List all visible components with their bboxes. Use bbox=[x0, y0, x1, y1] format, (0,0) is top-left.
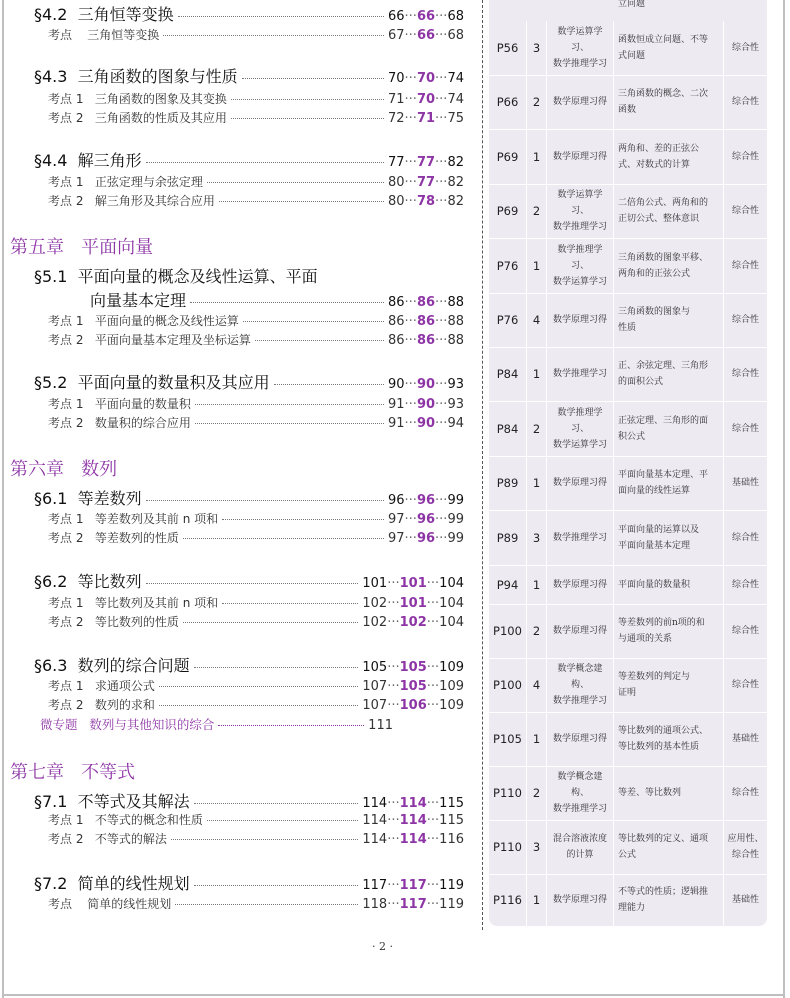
toc-section[interactable]: §5.1 平面向量的概念及线性运算、平面 bbox=[34, 267, 318, 286]
cell-difficulty: 综合性 bbox=[731, 626, 759, 636]
cell-page: P56 bbox=[489, 21, 527, 75]
cell-number: 2 bbox=[527, 184, 547, 238]
table-row bbox=[489, 456, 767, 511]
chapter-heading[interactable]: 第五章 平面向量 bbox=[10, 237, 154, 258]
cell-difficulty: 综合性 bbox=[731, 315, 759, 325]
chapter-heading[interactable]: 第六章 数列 bbox=[10, 459, 118, 480]
cell-difficulty: 基础性 bbox=[731, 478, 759, 488]
column-divider bbox=[482, 0, 483, 930]
toc-section[interactable]: §4.4 解三角形 77···77···82 bbox=[34, 151, 464, 170]
cell-number: 1 bbox=[527, 347, 547, 401]
cell-page: P84 bbox=[489, 401, 527, 456]
table-top-cell: 立问题 bbox=[618, 0, 646, 9]
cell-knowledge: 两角和、差的正弦公 式、对数式的计算 bbox=[614, 129, 724, 184]
cell-page: P110 bbox=[489, 766, 527, 820]
toc-kaodian[interactable]: 考点 2 解三角形及其综合应用 80···78···82 bbox=[48, 194, 464, 209]
table-row bbox=[489, 874, 767, 927]
cell-learning-type: 数学推理学习、 数学运算学习 bbox=[547, 401, 614, 456]
cell-number: 1 bbox=[527, 874, 547, 926]
question-table bbox=[489, 0, 767, 926]
toc-kaodian[interactable]: 考点 简单的线性规划 118···117···119 bbox=[48, 897, 464, 912]
toc-kaodian[interactable]: 考点 2 等比数列的性质 102···102···104 bbox=[48, 615, 464, 630]
toc-kaodian[interactable]: 考点 三角恒等变换 67···66···68 bbox=[48, 28, 464, 43]
cell-number: 4 bbox=[527, 658, 547, 712]
cell-page: P116 bbox=[489, 874, 527, 926]
cell-page: P94 bbox=[489, 565, 527, 604]
toc-section[interactable]: §7.1 不等式及其解法 114···114···115 bbox=[34, 792, 464, 811]
cell-learning-type: 数学运算学习、 数学推理学习 bbox=[547, 21, 614, 75]
cell-number: 2 bbox=[527, 604, 547, 658]
cell-learning-type: 数学推理学习 bbox=[547, 510, 614, 565]
cell-knowledge: 函数恒成立问题、不等 式问题 bbox=[614, 21, 724, 75]
cell-number: 3 bbox=[527, 820, 547, 874]
toc-kaodian[interactable]: 考点 1 三角函数的图象及其变换 71···70···74 bbox=[48, 92, 464, 107]
toc-kaodian[interactable]: 考点 1 等差数列及其前 n 项和 97···96···99 bbox=[48, 512, 464, 527]
cell-knowledge: 三角函数的图象平移、 两角和的正弦公式 bbox=[614, 238, 724, 293]
table-row bbox=[489, 712, 767, 767]
cell-learning-type: 数学运算学习、 数学推理学习 bbox=[547, 184, 614, 238]
toc-kaodian[interactable]: 考点 2 等差数列的性质 97···96···99 bbox=[48, 531, 464, 546]
cell-page: P100 bbox=[489, 658, 527, 712]
cell-page: P76 bbox=[489, 293, 527, 347]
cell-learning-type: 混合溶液浓度 的计算 bbox=[547, 820, 614, 874]
cell-difficulty: 综合性 bbox=[731, 579, 759, 590]
cell-number: 4 bbox=[527, 293, 547, 347]
cell-page: P69 bbox=[489, 184, 527, 238]
toc-kaodian[interactable]: 考点 1 平面向量的数量积 91···90···93 bbox=[48, 397, 464, 412]
cell-learning-type: 数学原理习得 bbox=[547, 874, 614, 926]
cell-number: 1 bbox=[527, 456, 547, 510]
toc-kaodian[interactable]: 考点 1 求通项公式 107···105···109 bbox=[48, 679, 464, 694]
cell-page: P105 bbox=[489, 712, 527, 766]
toc-kaodian[interactable]: 考点 2 三角函数的性质及其应用 72···71···75 bbox=[48, 111, 464, 126]
cell-knowledge: 二倍角公式、两角和的 正切公式、整体意识 bbox=[614, 184, 724, 238]
toc-kaodian[interactable]: 考点 2 数量积的综合应用 91···90···94 bbox=[48, 416, 464, 431]
cell-number: 2 bbox=[527, 766, 547, 820]
cell-page: P69 bbox=[489, 129, 527, 184]
cell-learning-type: 数学原理习得 bbox=[547, 129, 614, 184]
cell-knowledge: 等差数列的判定与 证明 bbox=[614, 658, 724, 712]
table-row bbox=[489, 658, 767, 713]
cell-learning-type: 数学推理学习 bbox=[547, 347, 614, 401]
table-row bbox=[489, 820, 767, 875]
cell-difficulty: 综合性 bbox=[731, 260, 759, 271]
toc-micro-topic[interactable]: 微专题 数列与其他知识的综合 111 bbox=[40, 717, 393, 733]
cell-page: P89 bbox=[489, 510, 527, 565]
toc-section[interactable]: §7.2 简单的线性规划 117···117···119 bbox=[34, 874, 464, 893]
table-row bbox=[489, 401, 767, 457]
toc-section[interactable]: §6.3 数列的综合问题 105···105···109 bbox=[34, 656, 464, 675]
cell-difficulty: 基础性 bbox=[731, 895, 759, 905]
cell-knowledge: 平面向量基本定理、平 面向量的线性运算 bbox=[614, 456, 724, 510]
cell-number: 3 bbox=[527, 21, 547, 75]
cell-difficulty: 综合性 bbox=[731, 369, 759, 379]
cell-difficulty: 应用性、 综合性 bbox=[727, 834, 764, 860]
toc-section-continued[interactable]: 向量基本定理 86···86···88 bbox=[90, 291, 464, 310]
table-row bbox=[489, 184, 767, 239]
page-border-right bbox=[783, 0, 785, 998]
table-row bbox=[489, 347, 767, 402]
cell-knowledge: 等比数列的通项公式、 等比数列的基本性质 bbox=[614, 712, 724, 766]
cell-knowledge: 三角函数的概念、二次 函数 bbox=[614, 75, 724, 129]
cell-difficulty: 综合性 bbox=[731, 151, 759, 162]
cell-number: 1 bbox=[527, 129, 547, 184]
cell-learning-type: 数学原理习得 bbox=[547, 75, 614, 129]
toc-kaodian[interactable]: 考点 2 平面向量基本定理及坐标运算 86···86···88 bbox=[48, 333, 464, 348]
cell-difficulty: 综合性 bbox=[731, 532, 759, 543]
cell-learning-type: 数学原理习得 bbox=[547, 565, 614, 604]
cell-learning-type: 数学推理学习、 数学运算学习 bbox=[547, 238, 614, 293]
table-row bbox=[489, 565, 767, 605]
page-border-bottom bbox=[2, 994, 785, 996]
cell-difficulty: 综合性 bbox=[731, 788, 759, 798]
cell-difficulty: 综合性 bbox=[731, 43, 759, 53]
cell-learning-type: 数学原理习得 bbox=[547, 712, 614, 766]
page-number: · 2 · bbox=[372, 940, 393, 953]
toc-kaodian[interactable]: 考点 1 正弦定理与余弦定理 80···77···82 bbox=[48, 175, 464, 190]
cell-number: 2 bbox=[527, 75, 547, 129]
toc-section[interactable]: §6.2 等比数列 101···101···104 bbox=[34, 572, 464, 591]
toc-section[interactable]: §6.1 等差数列 96···96···99 bbox=[34, 489, 464, 508]
cell-page: P76 bbox=[489, 238, 527, 293]
cell-number: 1 bbox=[527, 565, 547, 604]
table-row bbox=[489, 766, 767, 821]
cell-number: 2 bbox=[527, 401, 547, 456]
cell-knowledge: 正、余弦定理、三角形 的面积公式 bbox=[614, 347, 724, 401]
cell-page: P100 bbox=[489, 604, 527, 658]
toc-kaodian[interactable]: 考点 1 平面向量的概念及线性运算 86···86···88 bbox=[48, 314, 464, 329]
toc-kaodian[interactable]: 考点 1 不等式的概念和性质 114···114···115 bbox=[48, 813, 464, 828]
cell-difficulty: 综合性 bbox=[731, 206, 759, 216]
toc-section[interactable]: §4.2 三角恒等变换 66···66···68 bbox=[34, 5, 464, 24]
cell-knowledge: 三角函数的图象与 性质 bbox=[614, 293, 724, 347]
cell-page: P66 bbox=[489, 75, 527, 129]
cell-number: 3 bbox=[527, 510, 547, 565]
cell-page: P110 bbox=[489, 820, 527, 874]
cell-number: 1 bbox=[527, 712, 547, 766]
cell-knowledge: 平面向量的数量积 bbox=[614, 565, 724, 604]
cell-knowledge: 等差数列的前n项的和 与通项的关系 bbox=[614, 604, 724, 658]
cell-learning-type: 数学原理习得 bbox=[547, 293, 614, 347]
cell-knowledge: 等比数列的定义、通项 公式 bbox=[614, 820, 724, 874]
toc-kaodian[interactable]: 考点 2 不等式的解法 114···114···116 bbox=[48, 832, 464, 847]
chapter-heading[interactable]: 第七章 不等式 bbox=[10, 762, 136, 783]
cell-knowledge: 正弦定理、三角形的面 积公式 bbox=[614, 401, 724, 456]
toc-kaodian[interactable]: 考点 1 等比数列及其前 n 项和 102···101···104 bbox=[48, 596, 464, 611]
cell-difficulty: 综合性 bbox=[731, 680, 759, 690]
cell-knowledge: 等差、等比数列 bbox=[614, 766, 724, 820]
table-row bbox=[489, 75, 767, 130]
toc-kaodian[interactable]: 考点 2 数列的求和 107···106···109 bbox=[48, 698, 464, 713]
cell-learning-type: 数学原理习得 bbox=[547, 604, 614, 658]
cell-page: P84 bbox=[489, 347, 527, 401]
cell-knowledge: 平面向量的运算以及 平面向量基本定理 bbox=[614, 510, 724, 565]
table-row bbox=[489, 21, 767, 76]
cell-page: P89 bbox=[489, 456, 527, 510]
toc-section[interactable]: §4.3 三角函数的图象与性质 70···70···74 bbox=[34, 67, 464, 86]
cell-learning-type: 数学原理习得 bbox=[547, 456, 614, 510]
table-row bbox=[489, 293, 767, 348]
cell-number: 1 bbox=[527, 238, 547, 293]
table-row bbox=[489, 238, 767, 294]
cell-learning-type: 数学概念建构、 数学推理学习 bbox=[547, 766, 614, 820]
cell-difficulty: 综合性 bbox=[731, 97, 759, 107]
toc-section[interactable]: §5.2 平面向量的数量积及其应用 90···90···93 bbox=[34, 373, 464, 392]
table-row bbox=[489, 510, 767, 566]
cell-difficulty: 基础性 bbox=[731, 734, 759, 744]
cell-knowledge: 不等式的性质；逻辑推 理能力 bbox=[614, 874, 724, 926]
cell-learning-type: 数学概念建构、 数学推理学习 bbox=[547, 658, 614, 712]
cell-difficulty: 综合性 bbox=[731, 423, 759, 434]
table-row bbox=[489, 129, 767, 185]
table-row bbox=[489, 604, 767, 659]
